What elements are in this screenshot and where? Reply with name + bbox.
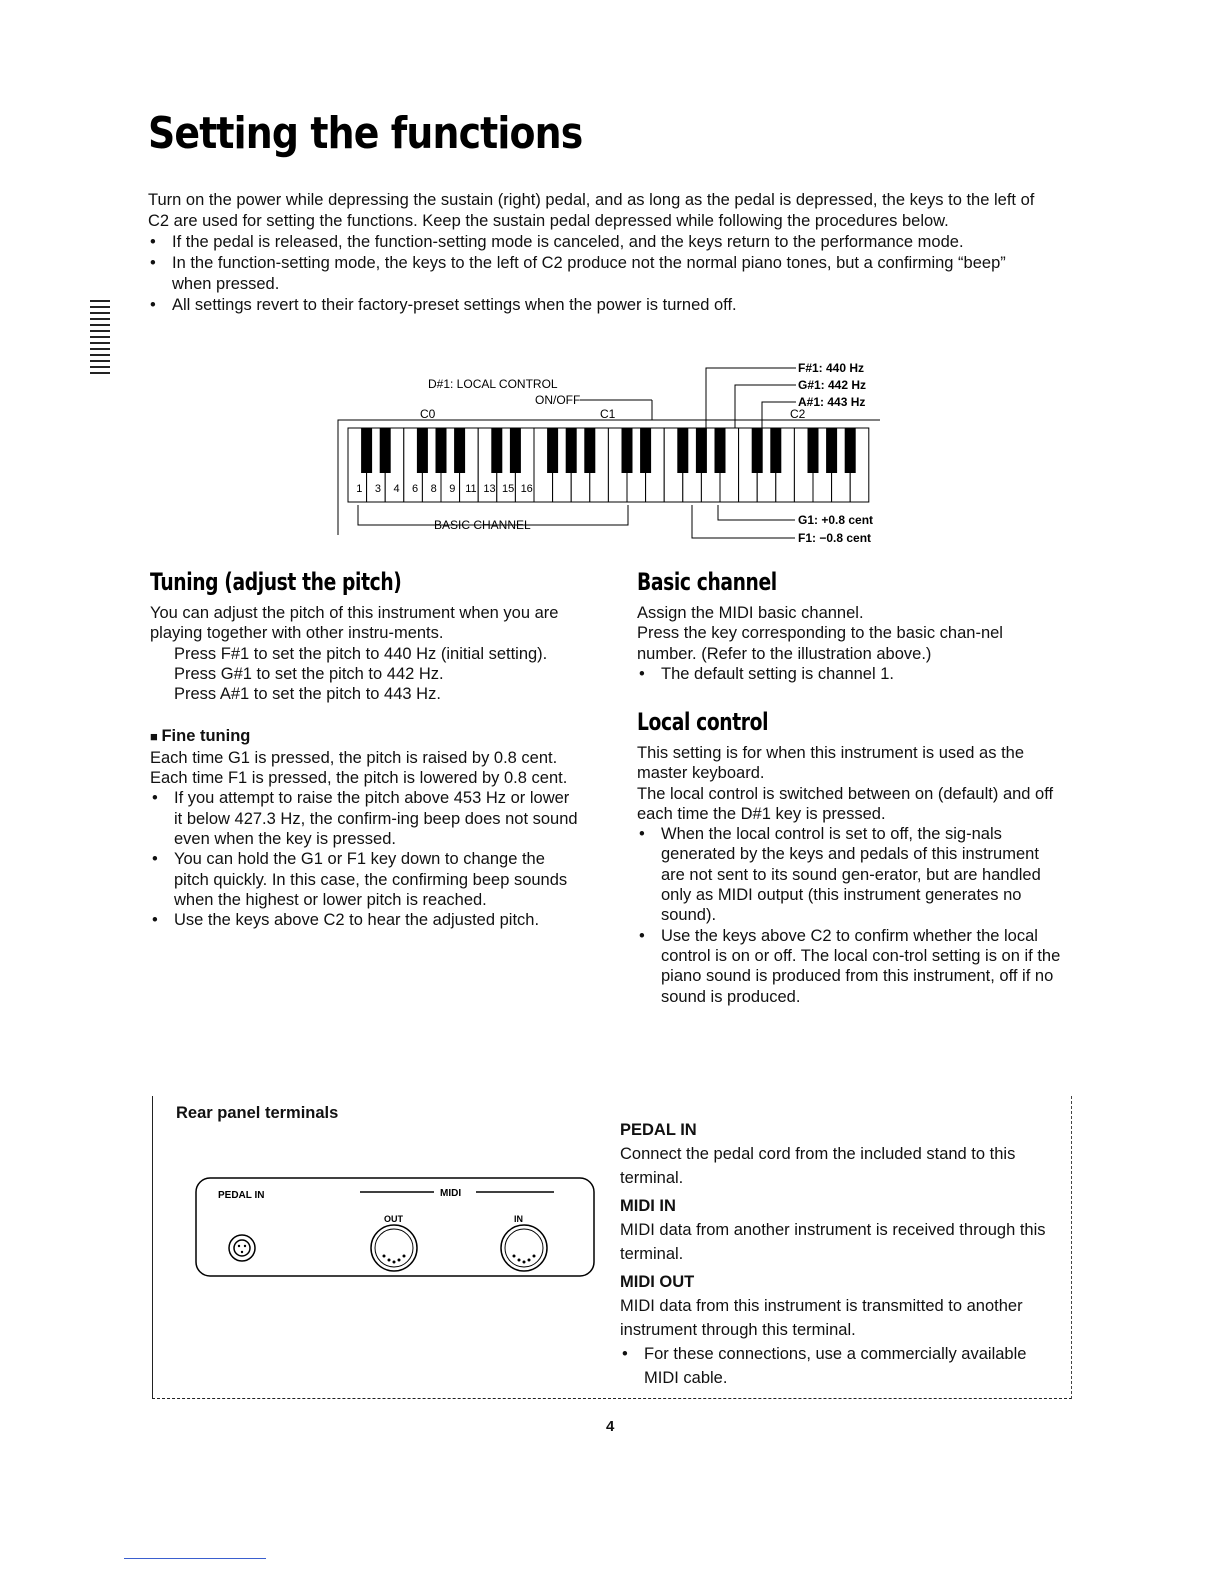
midi-in-terminal-label: IN bbox=[514, 1214, 523, 1224]
midi-in-text: MIDI data from another instrument is received through this terminal. bbox=[620, 1221, 1046, 1263]
channel-number: 9 bbox=[449, 483, 456, 495]
intro-bullet: • In the function-setting mode, the keys to the left of C2 produce not the normal piano tones, but a confirming “beep” when pressed. bbox=[148, 253, 1048, 295]
black-key bbox=[715, 428, 726, 473]
basic-channel-bullet: • The default setting is channel 1. bbox=[637, 664, 1067, 684]
channel-number: 6 bbox=[412, 483, 419, 495]
intro-bullet: • If the pedal is released, the function-setting mode is canceled, and the keys return to the performance mode. bbox=[148, 232, 1048, 253]
black-key bbox=[640, 428, 651, 473]
black-key bbox=[510, 428, 521, 473]
black-key bbox=[380, 428, 391, 473]
black-key bbox=[770, 428, 781, 473]
rear-panel-diagram bbox=[194, 1176, 598, 1280]
pedal-in-heading: PEDAL IN bbox=[620, 1121, 697, 1139]
midi-out-jack-icon bbox=[371, 1225, 417, 1271]
basic-channel-label: BASIC CHANNEL bbox=[434, 518, 531, 532]
black-key bbox=[826, 428, 837, 473]
black-key bbox=[417, 428, 428, 473]
tuning-text: You can adjust the pitch of this instrument when you are playing together with other instru-ments. bbox=[150, 604, 559, 643]
black-key bbox=[845, 428, 856, 473]
c1-label: C1 bbox=[600, 407, 616, 421]
pedal-jack-icon bbox=[229, 1235, 255, 1261]
pedal-in-text: Connect the pedal cord from the included stand to this terminal. bbox=[620, 1145, 1016, 1187]
a-sharp-label: A#1: 443 Hz bbox=[798, 395, 866, 409]
black-key bbox=[491, 428, 502, 473]
black-key bbox=[547, 428, 558, 473]
black-key bbox=[584, 428, 595, 473]
tuning-step: Press A#1 to set the pitch to 443 Hz. bbox=[174, 685, 441, 704]
tuning-bullet: • You can hold the G1 or F1 key down to change the pitch quickly. In this case, the confirming beep sounds when the highest or lower pitch is reached. bbox=[150, 849, 580, 910]
terminal-descriptions bbox=[620, 1118, 1060, 1390]
channel-number: 4 bbox=[393, 483, 400, 495]
fine-tuning-text: Each time F1 is pressed, the pitch is lowered by 0.8 cent. bbox=[150, 769, 568, 788]
keyboard-diagram bbox=[330, 360, 890, 545]
g1-label: G1: +0.8 cent bbox=[798, 513, 874, 527]
black-key bbox=[677, 428, 688, 473]
c0-label: C0 bbox=[420, 407, 436, 421]
tuning-section bbox=[150, 603, 580, 930]
intro-paragraph: Turn on the power while depressing the sustain (right) pedal, and as long as the pedal is depressed, the keys to the left of C2 are used for setting the functions. Keep the sustain pedal depressed while following the procedures below. bbox=[148, 191, 1035, 230]
black-key bbox=[752, 428, 763, 473]
basic-channel-heading: Basic channel bbox=[637, 568, 777, 596]
page-number: 4 bbox=[606, 1418, 615, 1435]
channel-number: 3 bbox=[374, 483, 381, 495]
midi-out-heading: MIDI OUT bbox=[620, 1273, 695, 1291]
c2-label: C2 bbox=[790, 407, 806, 421]
channel-number: 8 bbox=[430, 483, 437, 495]
midi-cable-bullet: • For these connections, use a commercially available MIDI cable. bbox=[620, 1342, 1060, 1390]
black-key bbox=[696, 428, 707, 473]
local-control-text: The local control is switched between on (default) and off each time the D#1 key is pressed. bbox=[637, 784, 1054, 823]
midi-terminal-label: MIDI bbox=[440, 1188, 462, 1199]
black-key bbox=[566, 428, 577, 473]
tuning-step: Press G#1 to set the pitch to 442 Hz. bbox=[174, 664, 444, 683]
midi-in-jack-icon bbox=[501, 1225, 547, 1271]
channel-number: 13 bbox=[483, 483, 496, 495]
tuning-heading: Tuning (adjust the pitch) bbox=[150, 568, 402, 596]
fine-tuning-heading: ■ Fine tuning bbox=[150, 726, 580, 747]
local-control-heading: Local control bbox=[637, 708, 769, 736]
black-key bbox=[436, 428, 447, 473]
midi-out-text: MIDI data from this instrument is transmitted to another instrument through this terminal. bbox=[620, 1297, 1023, 1339]
basic-channel-text: Press the key corresponding to the basic chan-nel number. (Refer to the illustration above.) bbox=[637, 624, 1003, 663]
black-key bbox=[361, 428, 372, 473]
local-control-bullet: • Use the keys above C2 to confirm whether the local control is on or off. The local con-trol setting is on if the piano sound is produced from this instrument, off if no sound is produced. bbox=[637, 926, 1067, 1007]
f-sharp-label: F#1: 440 Hz bbox=[798, 361, 865, 375]
tuning-bullet: • If you attempt to raise the pitch above 453 Hz or lower it below 427.3 Hz, the confirm-ing beep does not sound even when the key is pressed. bbox=[150, 788, 580, 849]
pedal-in-terminal-label: PEDAL IN bbox=[218, 1190, 265, 1201]
black-key bbox=[808, 428, 819, 473]
g-sharp-label: G#1: 442 Hz bbox=[798, 378, 867, 392]
local-control-bullet: • When the local control is set to off, the sig-nals generated by the keys and pedals of this instrument are not sent to its sound gen-erator, but are handled only as MIDI output (this instrument generates no sound). bbox=[637, 824, 1067, 925]
black-key bbox=[622, 428, 633, 473]
local-control-section bbox=[637, 743, 1067, 1007]
f1-label: F1: −0.8 cent bbox=[798, 531, 872, 545]
on-off-label: ON/OFF bbox=[535, 393, 581, 407]
tuning-step: Press F#1 to set the pitch to 440 Hz (initial setting). bbox=[174, 644, 548, 663]
intro-bullet: • All settings revert to their factory-preset settings when the power is turned off. bbox=[148, 295, 1048, 316]
margin-marks bbox=[90, 300, 110, 378]
rear-panel-heading: Rear panel terminals bbox=[176, 1104, 339, 1122]
fine-tuning-text: Each time G1 is pressed, the pitch is raised by 0.8 cent. bbox=[150, 748, 558, 767]
basic-channel-text: Assign the MIDI basic channel. bbox=[637, 604, 864, 622]
channel-number: 16 bbox=[520, 483, 533, 495]
footer-rule bbox=[124, 1558, 266, 1559]
tuning-bullet: • Use the keys above C2 to hear the adjusted pitch. bbox=[150, 910, 580, 930]
intro-section bbox=[148, 190, 1048, 316]
local-control-text: This setting is for when this instrument is used as the master keyboard. bbox=[637, 744, 1025, 783]
midi-in-heading: MIDI IN bbox=[620, 1197, 676, 1215]
black-key bbox=[454, 428, 465, 473]
channel-number: 15 bbox=[501, 483, 515, 495]
midi-out-terminal-label: OUT bbox=[384, 1214, 403, 1224]
page-title: Setting the functions bbox=[148, 108, 583, 159]
channel-number: 1 bbox=[356, 483, 363, 495]
channel-number: 11 bbox=[465, 483, 477, 495]
basic-channel-section bbox=[637, 603, 1067, 684]
local-control-label: D#1: LOCAL CONTROL bbox=[428, 377, 558, 391]
